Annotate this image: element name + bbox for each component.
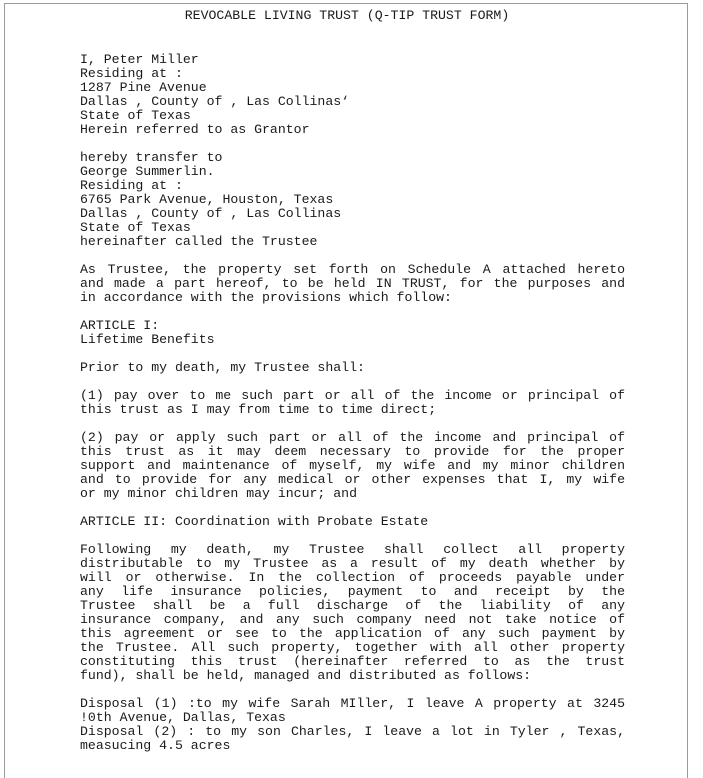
grantor-line: State of Texas: [80, 108, 191, 123]
paragraph-line: and to provide for any medical or other expenses that I, my wife: [80, 472, 625, 487]
paragraph-line: any life insurance policies, payment to and receipt by the: [80, 584, 625, 599]
disposal-block: [80, 697, 625, 753]
paragraph-line: constituting this trust (hereinafter referred to as the trust: [80, 654, 625, 669]
trustee-line: State of Texas: [80, 220, 191, 235]
grantor-block: [80, 53, 625, 137]
heading-line: ARTICLE I:: [80, 318, 160, 333]
paragraph-line: Following my death, my Trustee shall collect all property: [80, 542, 625, 557]
paragraph-line: distributable to my Trustee as a result of my death whether by: [80, 556, 625, 571]
trustee-line: Residing at :: [80, 178, 183, 193]
document-body: [80, 53, 625, 767]
clause-1: [80, 389, 625, 417]
trustee-line: Dallas , County of , Las Collinas: [80, 206, 342, 221]
clause-2: [80, 431, 625, 501]
paragraph-line: As Trustee, the property set forth on Schedule A attached hereto: [80, 262, 625, 277]
trustee-block: [80, 151, 625, 249]
disposal-line: !0th Avenue, Dallas, Texas: [80, 710, 286, 725]
trustee-line: 6765 Park Avenue, Houston, Texas: [80, 192, 334, 207]
article-1-heading: [80, 319, 625, 347]
document-page: [4, 3, 688, 778]
heading-line: Lifetime Benefits: [80, 332, 215, 347]
trustee-line: George Summerlin.: [80, 164, 215, 179]
paragraph-line: (2) pay or apply such part or all of the income and principal of: [80, 430, 625, 445]
paragraph-line: Prior to my death, my Trustee shall:: [80, 360, 365, 375]
paragraph-line: support and maintenance of myself, my wife and my minor children: [80, 458, 625, 473]
article-1-prior: [80, 361, 625, 375]
paragraph-line: in accordance with the provisions which follow:: [80, 290, 452, 305]
paragraph-line: fund), shall be held, managed and distributed as follows:: [80, 668, 532, 683]
grantor-line: 1287 Pine Avenue: [80, 80, 207, 95]
paragraph-line: this trust as it may deem necessary to provide for the proper: [80, 444, 625, 459]
trustee-line: hereby transfer to: [80, 150, 223, 165]
paragraph-line: insurance company, and any such company need not take notice of: [80, 612, 625, 627]
paragraph-line: Trustee shall be a full discharge of the liability of any: [80, 598, 625, 613]
grantor-line: Dallas , County of , Las Collinas‘: [80, 94, 350, 109]
disposal-line: Disposal (1) :to my wife Sarah MIller, I leave A property at 3245: [80, 696, 625, 711]
paragraph-line: or my minor children may incur; and: [80, 486, 357, 501]
paragraph-line: this agreement or see to the application of any such payment by: [80, 626, 625, 641]
article-2-heading: [80, 515, 625, 529]
paragraph-line: this trust as I may from time to time direct;: [80, 402, 437, 417]
disposal-line: Disposal (2) : to my son Charles, I leave a lot in Tyler , Texas,: [80, 724, 625, 739]
paragraph-line: and made a part hereof, to be held IN TRUST, for the purposes and: [80, 276, 625, 291]
heading-line: ARTICLE II: Coordination with Probate Estate: [80, 514, 429, 529]
grantor-line: I, Peter Miller: [80, 52, 199, 67]
grantor-line: Residing at :: [80, 66, 183, 81]
article-2-paragraph: [80, 543, 625, 683]
trustee-line: hereinafter called the Trustee: [80, 234, 318, 249]
disposal-line: measucing 4.5 acres: [80, 738, 231, 753]
intro-paragraph: [80, 263, 625, 305]
document-title: REVOCABLE LIVING TRUST (Q-TIP TRUST FORM): [184, 8, 510, 23]
paragraph-line: the Trustee. All such property, together with all other property: [80, 640, 625, 655]
paragraph-line: will or otherwise. In the collection of proceeds payable under: [80, 570, 625, 585]
paragraph-line: (1) pay over to me such part or all of the income or principal of: [80, 388, 625, 403]
grantor-line: Herein referred to as Grantor: [80, 122, 310, 137]
